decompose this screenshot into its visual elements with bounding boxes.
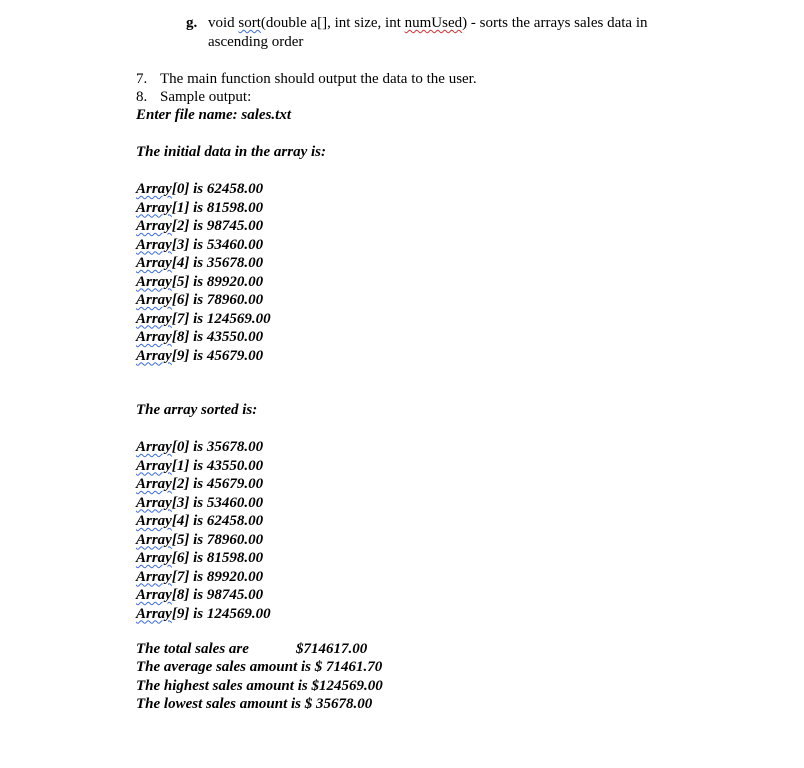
array-entry: [4] is 62458.00 [171,513,264,529]
array-line [136,531,263,549]
array-line [136,438,263,456]
total-value: $714617.00 [296,641,368,657]
item-g-fn: sort [238,15,261,31]
total-line [136,640,367,658]
array-line [136,328,263,346]
array-word: Array [136,494,172,511]
highest-line: The highest sales amount is $124569.00 [136,678,383,694]
array-entry: [3] is 53460.00 [171,494,264,511]
array-word: Array [136,457,172,474]
array-word: Array [136,292,172,308]
array-word: Array [136,181,172,197]
item-7-num: 7. [136,71,148,87]
array-line [136,568,263,586]
array-line [136,586,263,604]
array-word: Array [136,329,172,345]
array-word: Array [136,568,172,585]
array-line [136,457,263,475]
array-line [136,273,263,291]
array-entry: [4] is 35678.00 [171,255,264,271]
array-entry: [5] is 78960.00 [171,531,264,548]
item-8-num: 8. [136,89,148,105]
array-line [136,291,263,309]
array-word: Array [136,236,172,253]
array-word: Array [136,605,172,622]
array-word: Array [136,513,172,529]
item-g-marker: g. [186,15,198,31]
array-entry: [7] is 89920.00 [171,568,264,585]
item-7 [136,70,477,88]
array-entry: [1] is 81598.00 [171,199,264,216]
array-entry: [6] is 78960.00 [171,292,264,308]
array-word: Array [136,255,172,271]
total-label: The total sales are [136,641,249,657]
array-entry: [0] is 62458.00 [171,181,264,197]
array-line [136,549,263,567]
array-word: Array [136,273,172,290]
array-line [136,236,263,254]
array-entry: [0] is 35678.00 [171,439,264,455]
array-entry: [3] is 53460.00 [171,236,264,253]
array-word: Array [136,310,172,327]
array-entry: [2] is 45679.00 [171,476,264,492]
array-word: Array [136,199,172,216]
item-g-text [208,14,648,32]
array-line [136,180,263,198]
array-word: Array [136,439,172,455]
array-word: Array [136,476,172,492]
item-g-post: ) - sorts the arrays sales data in [462,15,648,31]
array-entry: [6] is 81598.00 [171,550,264,566]
item-8-text: Sample output: [160,89,252,105]
array-line [136,254,263,272]
item-8 [136,88,251,106]
array-line [136,475,263,493]
array-entry: [2] is 98745.00 [171,218,264,234]
item-g-line2: ascending order [208,34,304,50]
array-entry: [5] is 89920.00 [171,273,264,290]
sorted-heading: The array sorted is: [136,402,258,418]
array-line [136,347,263,365]
array-line [136,512,263,530]
array-entry: [8] is 98745.00 [171,587,264,603]
array-line [136,310,271,328]
average-line: The average sales amount is $ 71461.70 [136,659,383,675]
item-g-pre: void [208,15,239,31]
file-prompt: Enter file name: sales.txt [136,107,291,123]
item-g-param: numUsed [404,15,463,31]
array-entry: [9] is 124569.00 [171,605,271,622]
array-word: Array [136,531,172,548]
array-line [136,494,263,512]
array-entry: [9] is 45679.00 [171,347,264,364]
array-word: Array [136,587,172,603]
array-entry: [7] is 124569.00 [171,310,271,327]
array-line [136,217,263,235]
array-line [136,199,263,217]
array-entry: [1] is 43550.00 [171,457,264,474]
array-word: Array [136,218,172,234]
item-7-text: The main function should output the data to the user. [160,71,477,87]
initial-heading: The initial data in the array is: [136,144,327,160]
item-g-mid: (double a[], int size, int [260,15,405,31]
array-entry: [8] is 43550.00 [171,329,264,345]
item-g [186,14,197,32]
array-word: Array [136,550,172,566]
array-word: Array [136,347,172,364]
array-line [136,605,271,623]
lowest-line: The lowest sales amount is $ 35678.00 [136,696,373,712]
